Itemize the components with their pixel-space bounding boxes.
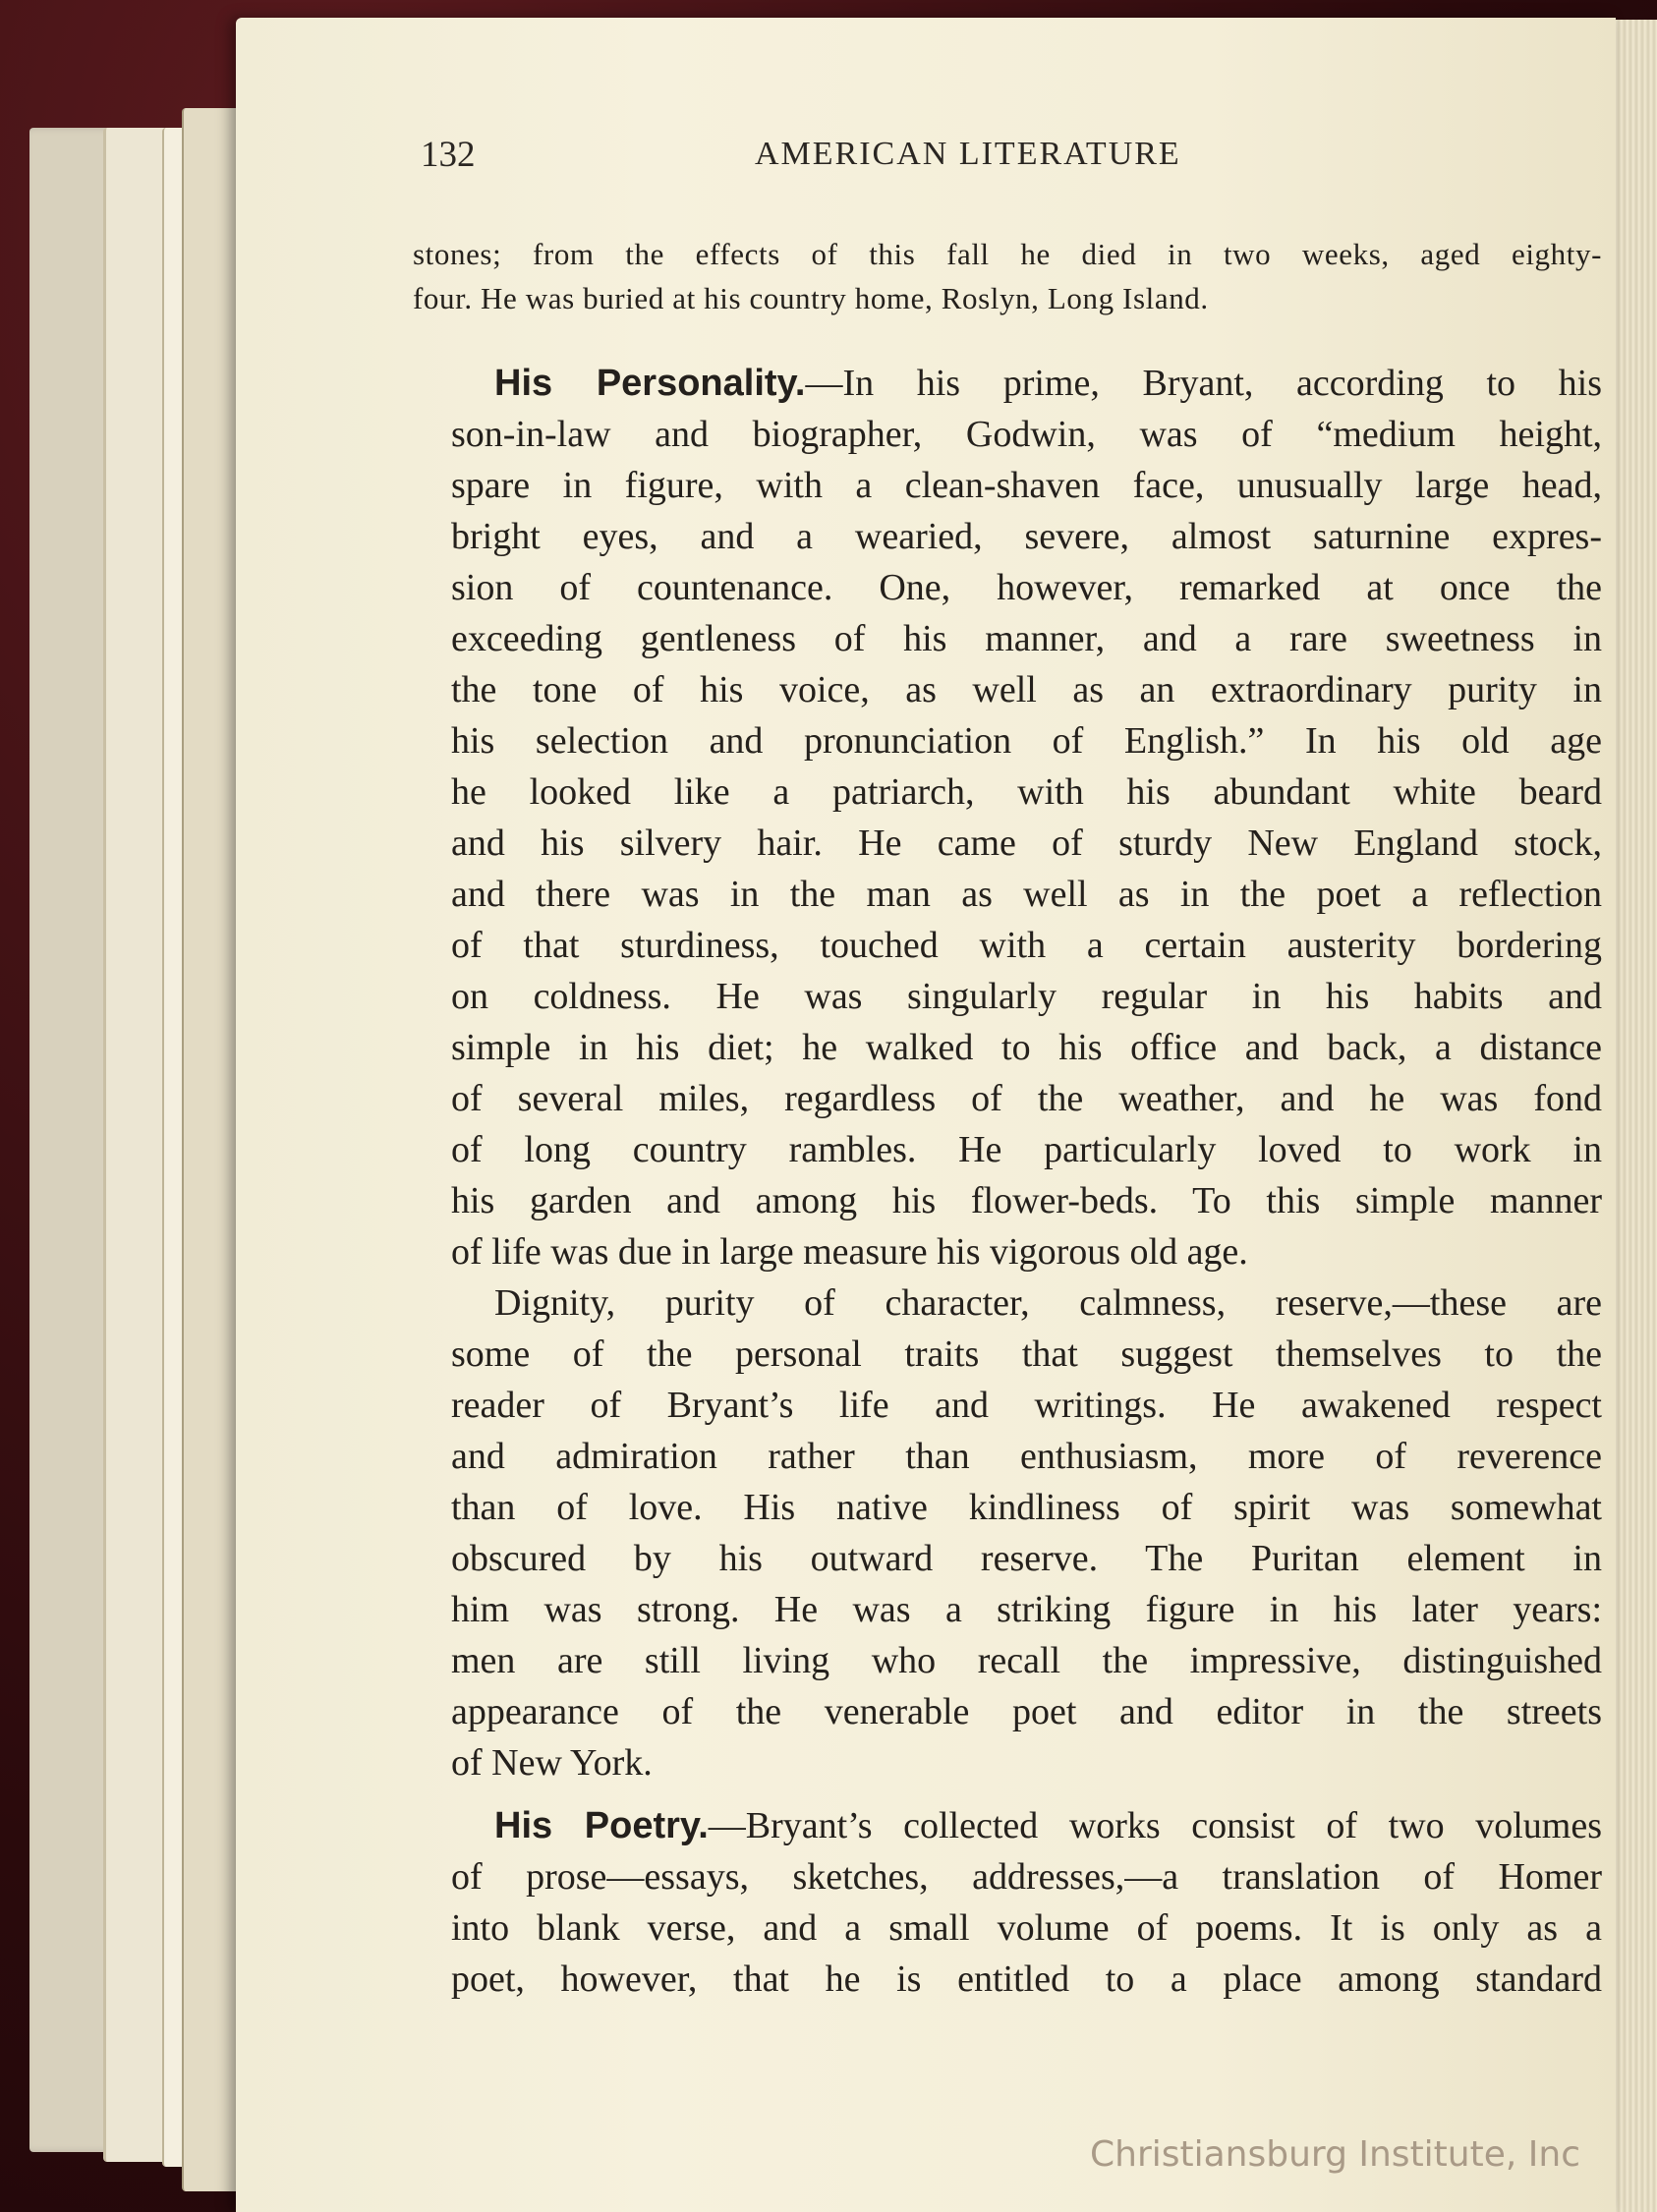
page-number: 132 (421, 135, 476, 175)
text-line: stones; from the effects of this fall he died in two weeks, aged eighty- (413, 237, 1602, 271)
continuation-paragraph (413, 232, 1602, 320)
text-line: obscured by his outward reserve. The Puritan element in (451, 1538, 1602, 1579)
page-stack-edge (182, 108, 243, 2191)
text-line: than of love. His native kindliness of spirit was somewhat (451, 1487, 1602, 1528)
text-line: of that sturdiness, touched with a certain austerity bordering (451, 925, 1602, 966)
text-line: His Personality.—In his prime, Bryant, according to his (494, 363, 1603, 404)
running-head: AMERICAN LITERATURE (755, 136, 1181, 172)
dignity-paragraph (408, 1277, 1602, 1788)
poetry-heading: His Poetry. (494, 1805, 709, 1846)
body-text (408, 358, 1602, 2005)
text-line: men are still living who recall the impressive, distinguished (451, 1640, 1602, 1681)
poetry-paragraph (408, 1800, 1602, 2005)
book-page (236, 18, 1616, 2212)
text-line: of New York. (451, 1742, 653, 1784)
text-line: of prose—essays, sketches, addresses,—a translation of Homer (451, 1856, 1602, 1898)
text-line: exceeding gentleness of his manner, and a rare sweetness in (451, 618, 1602, 659)
text-line: and admiration rather than enthusiasm, more of reverence (451, 1436, 1602, 1477)
text-line: simple in his diet; he walked to his office and back, a distance (451, 1027, 1602, 1068)
text-line: and his silvery hair. He came of sturdy New England stock, (451, 822, 1602, 864)
text-line: reader of Bryant’s life and writings. He awakened respect (451, 1385, 1602, 1426)
text-line: Dignity, purity of character, calmness, reserve,—these are (494, 1282, 1602, 1324)
text-line: and there was in the man as well as in the poet a reflection (451, 874, 1602, 915)
text-line: spare in figure, with a clean-shaven face, unusually large head, (451, 465, 1602, 506)
text-line: on coldness. He was singularly regular in his habits and (451, 976, 1602, 1017)
text-line: poet, however, that he is entitled to a place among standard (451, 1958, 1602, 2000)
text-line: his garden and among his flower-beds. To this simple manner (451, 1180, 1602, 1221)
personality-heading: His Personality. (494, 363, 806, 404)
right-page-edges (1614, 20, 1657, 2212)
text-line: four. He was buried at his country home, Roslyn, Long Island. (413, 281, 1209, 315)
text-line: some of the personal traits that suggest themselves to the (451, 1333, 1602, 1375)
text-line: him was strong. He was a striking figure in his later years: (451, 1589, 1602, 1630)
text-line: son-in-law and biographer, Godwin, was of “medium height, (451, 414, 1602, 455)
text-line: of life was due in large measure his vigorous old age. (451, 1231, 1248, 1273)
text-line: of several miles, regardless of the weather, and he was fond (451, 1078, 1602, 1119)
text-line: bright eyes, and a wearied, severe, almost saturnine expres- (451, 516, 1602, 557)
text-line: he looked like a patriarch, with his abundant white beard (451, 771, 1602, 813)
text-line: His Poetry.—Bryant’s collected works consist of two volumes (494, 1805, 1602, 1846)
text-line: his selection and pronunciation of English.” In his old age (451, 720, 1602, 762)
text-line: sion of countenance. One, however, remarked at once the (451, 567, 1602, 608)
text-line: appearance of the venerable poet and editor in the streets (451, 1691, 1602, 1732)
text-line: of long country rambles. He particularly loved to work in (451, 1129, 1602, 1170)
watermark: Christiansburg Institute, Inc (1089, 2134, 1580, 2175)
text-line: the tone of his voice, as well as an extraordinary purity in (451, 669, 1602, 710)
text-line: into blank verse, and a small volume of poems. It is only as a (451, 1907, 1602, 1949)
personality-paragraph (408, 358, 1602, 1277)
